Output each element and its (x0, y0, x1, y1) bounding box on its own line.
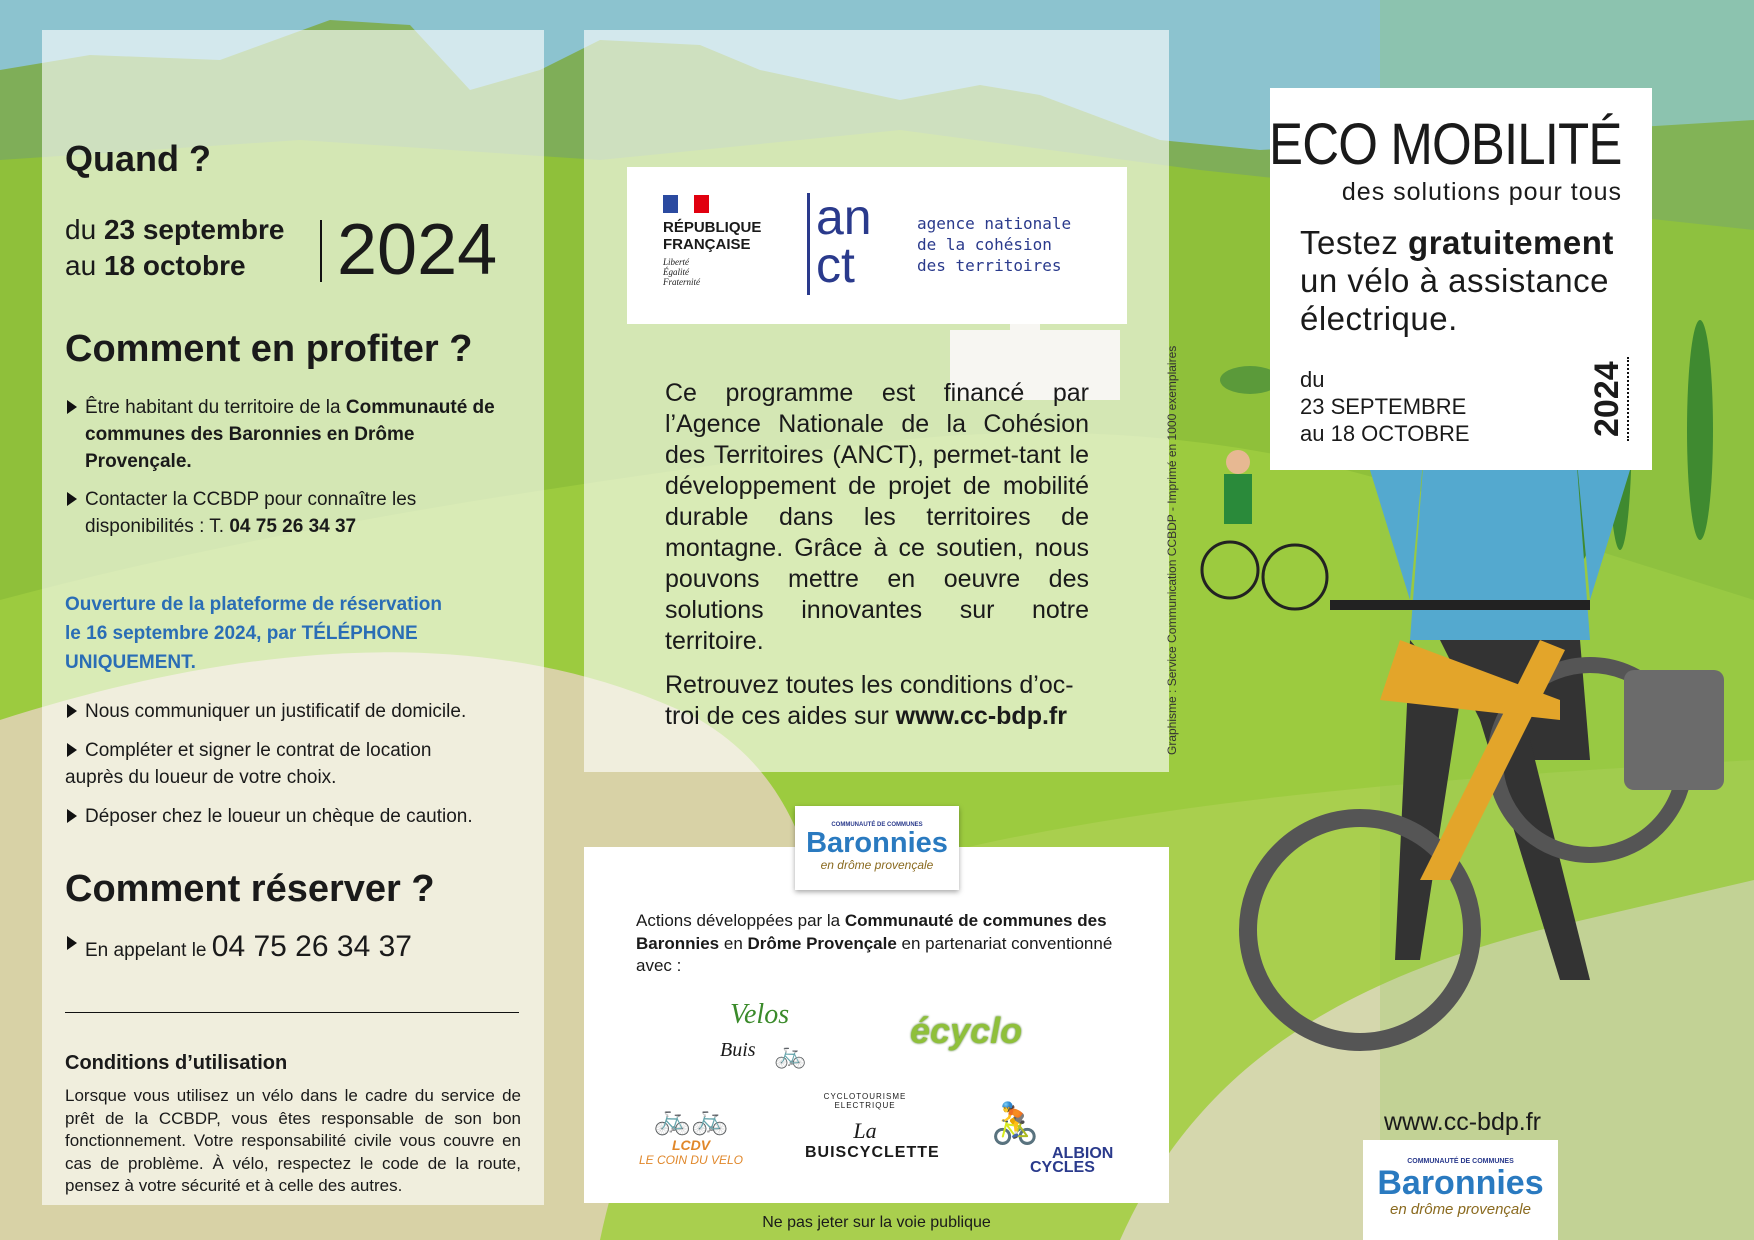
bullet-resident (65, 394, 525, 475)
actions-text-c: en (719, 933, 748, 953)
velos-buis-name: Velos (730, 999, 790, 1030)
lcdv-bike-icon: 🚲🚲 (653, 1103, 729, 1136)
republique-francaise-logo (663, 195, 793, 287)
test-offer-a: Testez (1300, 224, 1409, 261)
anct-name (917, 213, 1071, 276)
funding-text (665, 378, 1089, 657)
date-range (65, 212, 284, 284)
date-prefix-1: du (65, 214, 97, 245)
velos-buis-town: Buis (720, 1039, 756, 1061)
baronnies-logo-sub: en drôme provençale (820, 858, 934, 872)
footer-logo-main: Baronnies (1377, 1164, 1544, 1202)
anct-name-1: agence nationale (917, 214, 1072, 233)
footer-note: Ne pas jeter sur la voie publique (762, 1214, 991, 1231)
right-website[interactable]: www.cc-bdp.fr (1384, 1108, 1541, 1136)
baronnies-footer-logo (1363, 1140, 1558, 1240)
test-offer-c: un vélo à assistance (1300, 262, 1610, 299)
anct-name-2: de la cohésion (917, 235, 1052, 254)
anct-logo (807, 189, 894, 295)
notice-line-1: Ouverture de la plateforme de réservation (65, 594, 442, 615)
bullet-deposit: Déposer chez le loueur un chèque de caution. (65, 803, 535, 830)
baronnies-logo-main: Baronnies (806, 827, 948, 859)
velos-bike-icon: 🚲 (774, 1039, 807, 1069)
buiscyclette-la: La (853, 1118, 877, 1143)
date-end: 18 octobre (103, 250, 246, 281)
baronnies-logo-badge (795, 806, 959, 890)
funding-text-g: . (756, 627, 764, 655)
rf-name-1: RÉPUBLIQUE (663, 219, 762, 236)
actions-text-e: en partenariat conventionné avec : (636, 933, 1113, 975)
funding-text-a: Ce programme est (665, 379, 944, 407)
right-year: 2024 (1588, 357, 1629, 441)
actions-text (636, 910, 1116, 978)
ecyclo-logo: écyclo (910, 1010, 1023, 1051)
conditions-link-text (665, 670, 1089, 732)
reserve-text: En appelant le (85, 940, 212, 961)
rf-motto-2: Égalité (663, 267, 689, 277)
date-prefix-2: au (65, 250, 97, 281)
bullet-contract (65, 737, 525, 791)
notice-line-2: le 16 septembre 2024, par TÉLÉPHONE (65, 623, 418, 644)
year: 2024 (337, 210, 498, 290)
print-credit: Graphisme : Service Communication CCBDP - Imprimé en 1000 exemplaires (1165, 345, 1179, 755)
rf-motto-3: Fraternité (663, 277, 700, 287)
main-subtitle: des solutions pour tous (1341, 178, 1622, 206)
anct-name-3: des territoires (917, 256, 1062, 275)
bullet-resident-bold: Communauté de communes des Baronnies en Drôme Provençale. (85, 397, 495, 472)
anct-top: an (816, 189, 872, 245)
rf-name-2: FRANÇAISE (663, 236, 751, 253)
test-offer-d: électrique. (1300, 300, 1458, 337)
bullet-contract-line-1: Compléter et signer le contrat de location (85, 740, 432, 761)
right-date-start: 23 SEPTEMBRE (1300, 394, 1467, 419)
bullet-contact-text: Contacter la CCBDP pour connaître les disponibilités : T. (85, 489, 417, 537)
bullet-justificatif: Nous communiquer un justificatif de domicile. (65, 698, 535, 725)
velos-buis-logo (710, 995, 830, 1075)
buiscyclette-arc: CYCLOTOURISME ELECTRIQUE (823, 1092, 907, 1110)
right-date-end: 18 OCTOBRE (1330, 421, 1470, 446)
main-title: ECO MOBILITÉ (1269, 112, 1622, 177)
reserve-title: Comment réserver ? (65, 868, 435, 910)
footer-logo-small: COMMUNAUTÉ DE COMMUNES (1407, 1158, 1514, 1165)
bullet-reserve (65, 930, 525, 968)
footer-logo-sub: en drôme provençale (1390, 1201, 1531, 1218)
conditions-title: Conditions d’utilisation (65, 1052, 288, 1074)
bullet-contact-phone: 04 75 26 34 37 (229, 516, 357, 537)
reservation-notice (65, 590, 442, 677)
conditions-link-prefix: Retrouvez toutes les conditions d’oc-troi de ces aides sur (665, 671, 1074, 730)
right-date-block (1300, 366, 1470, 447)
funding-text-c: (ANCT), permet-tant le développement de (665, 441, 1090, 500)
section-divider (65, 1012, 519, 1013)
partner-logos-box (627, 167, 1127, 324)
actions-text-a: Actions développées par la (636, 911, 845, 930)
bullet-resident-text: Être habitant du territoire de la (85, 397, 346, 418)
date-divider (320, 220, 322, 282)
when-title: Quand ? (65, 138, 211, 179)
albion-name-2: CYCLES (1030, 1159, 1095, 1176)
test-offer-b: gratuitement (1408, 224, 1614, 261)
funding-text-e: . Grâce à ce soutien, nous pouvons mettre en oeuvre des (665, 534, 1089, 593)
title-box (1270, 88, 1652, 470)
bullet-contract-line-2: auprès du loueur de votre choix. (65, 767, 337, 788)
baronnies-logo-small: COMMUNAUTÉ DE COMMUNES (831, 822, 923, 828)
anct-bottom: ct (816, 237, 855, 293)
profit-title: Comment en profiter ? (65, 328, 473, 370)
test-offer (1300, 224, 1614, 338)
date-start: 23 septembre (103, 214, 285, 245)
lcdv-subname: LE COIN DU VELO (638, 1153, 744, 1167)
flag-icon (663, 195, 709, 213)
funding-text-f: solutions innovantes sur notre territoire (665, 596, 1089, 655)
funding-text-b: financé par l’Agence Nationale de la Cohésion des Territoires (665, 379, 1089, 469)
bullet-contact (65, 486, 525, 540)
albion-name-1: ALBION (1052, 1145, 1114, 1162)
right-date-prefix: au (1300, 421, 1331, 446)
actions-text-d: Drôme Provençale (747, 933, 897, 953)
notice-line-3: UNIQUEMENT. (65, 652, 196, 673)
funding-text-d: projet de mobilité durable dans les territoires de montagne (665, 472, 1089, 562)
albion-cycles-logo (990, 1100, 1130, 1176)
website-link[interactable]: www.cc-bdp.fr (895, 702, 1067, 730)
rf-motto-1: Liberté (663, 257, 689, 267)
conditions-text: Lorsque vous utilisez un vélo dans le cadre du service de prêt de la CCBDP, vous êtes responsable de son bon fonctionnement. Votre responsabilité civile vous couvre en cas de problème. À vélo, respectez le code de la route, pensez à votre sécurité et à celle des autres. (65, 1086, 521, 1195)
lcdv-logo (636, 1102, 746, 1167)
actions-text-b: Communauté de communes des Baronnies (636, 911, 1107, 953)
albion-cyclist-icon: 🚴 (990, 1102, 1040, 1146)
buiscyclette-name: BUISCYCLETTE (805, 1144, 940, 1161)
lcdv-name: LCDV (671, 1137, 711, 1153)
right-date-du: du (1300, 367, 1325, 392)
reserve-phone: 04 75 26 34 37 (211, 930, 412, 963)
buiscyclette-logo (805, 1092, 940, 1162)
